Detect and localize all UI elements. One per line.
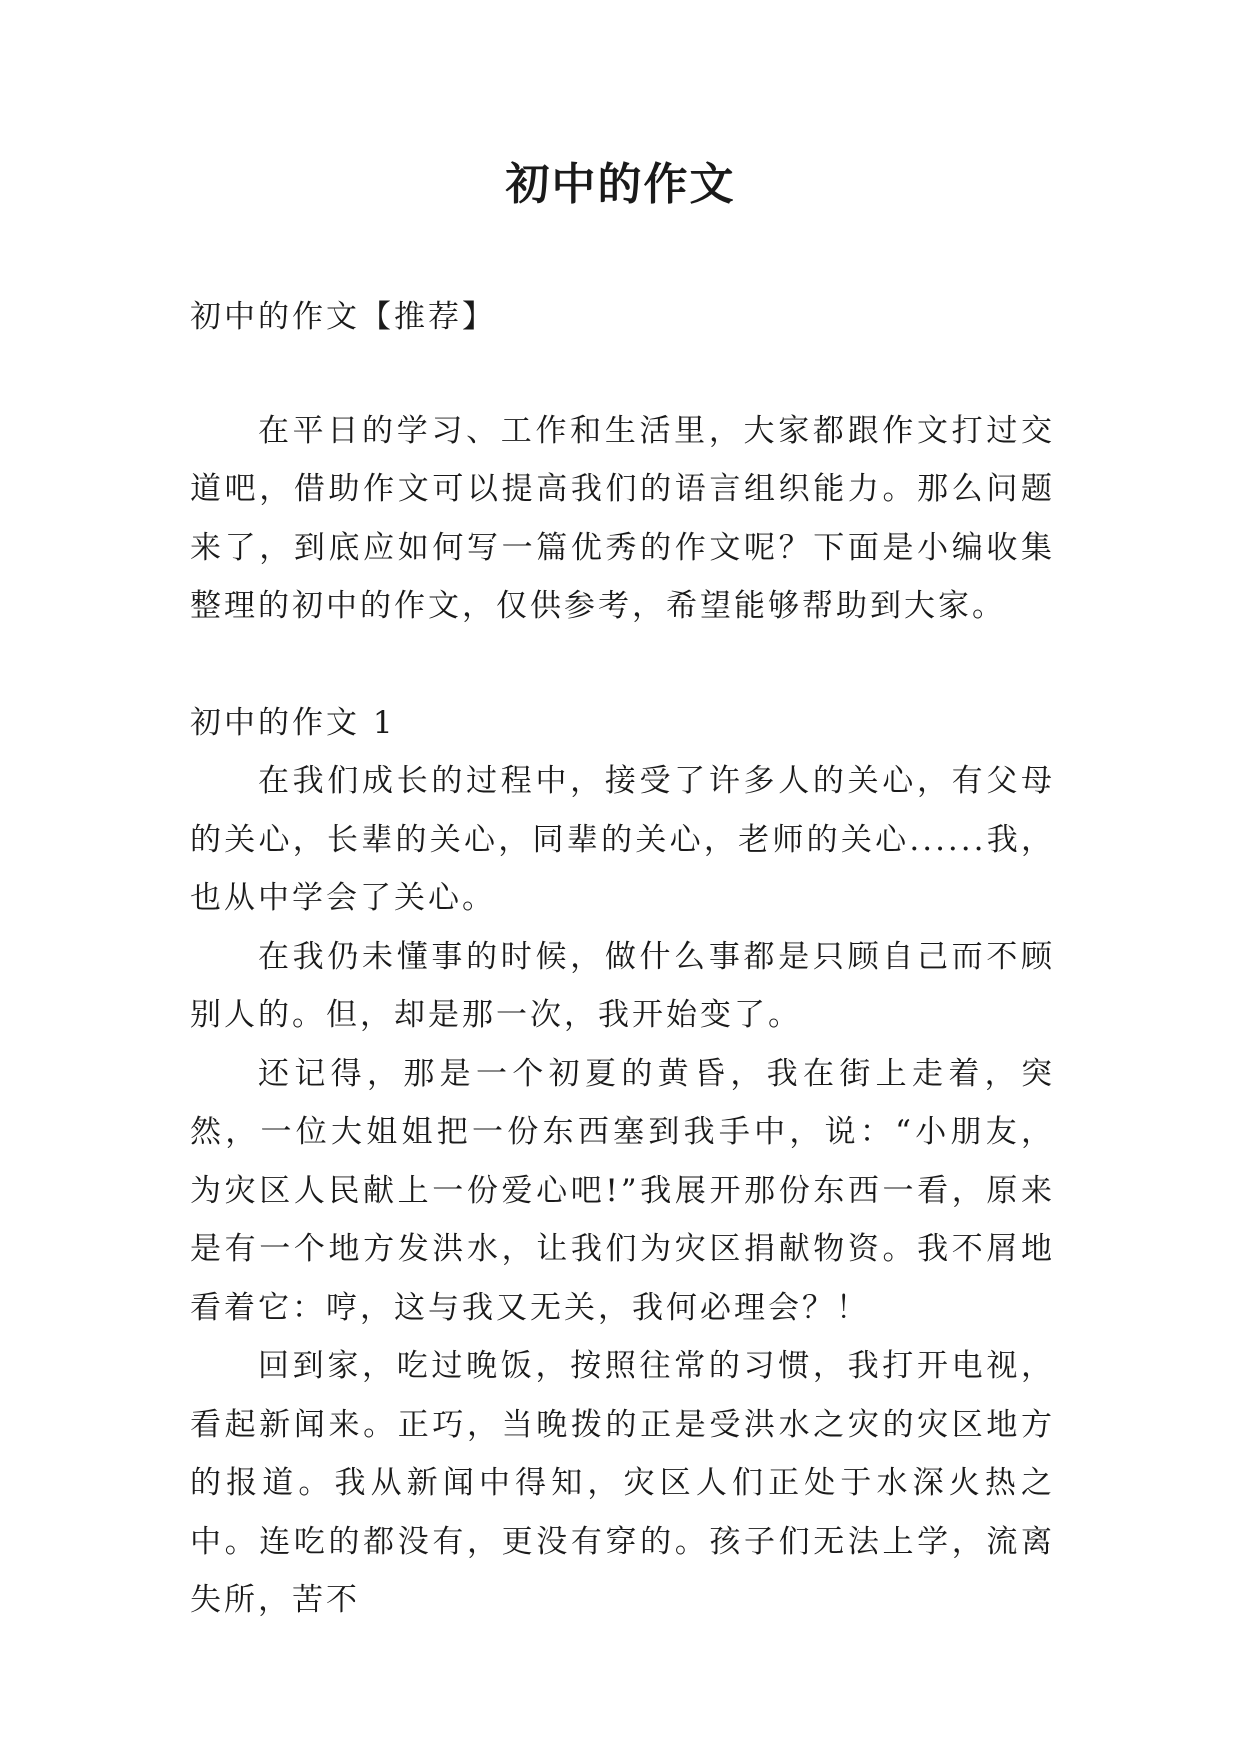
document-subtitle: 初中的作文【推荐】 (190, 299, 496, 335)
body-paragraph: 还记得，那是一个初夏的黄昏，我在街上走着，突然，一位大姐姐把一份东西塞到我手中，说：“小朋友，为灾区人民献上一份爱心吧!”我展开那份东西一看，原来是有一个地方发洪水，让我们为灾区捐献物资。我不屑地看着它：哼，这与我又无关，我何必理会？！ (190, 1055, 1055, 1326)
document-body (190, 288, 1055, 1630)
section-heading: 初中的作文 1 (190, 704, 396, 741)
page-title: 初中的作文 (505, 159, 736, 210)
body-paragraph: 回到家，吃过晚饭，按照往常的习惯，我打开电视，看起新闻来。正巧，当晚拨的正是受洪水之灾的灾区地方的报道。我从新闻中得知，灾区人们正处于水深火热之中。连吃的都没有，更没有穿的。孩子们无法上学，流离失所，苦不 (190, 1348, 1055, 1618)
body-paragraph: 在我仍未懂事的时候，做什么事都是只顾自己而不顾别人的。但，却是那一次，我开始变了。 (190, 938, 1055, 1033)
body-paragraph: 在我们成长的过程中，接受了许多人的关心，有父母的关心，长辈的关心，同辈的关心，老师的关心......我，也从中学会了关心。 (190, 763, 1055, 916)
intro-paragraph: 在平日的学习、工作和生活里，大家都跟作文打过交道吧，借助作文可以提高我们的语言组织能力。那么问题来了，到底应如何写一篇优秀的作文呢？下面是小编收集整理的初中的作文，仅供参考，希望能够帮助到大家。 (190, 412, 1055, 624)
